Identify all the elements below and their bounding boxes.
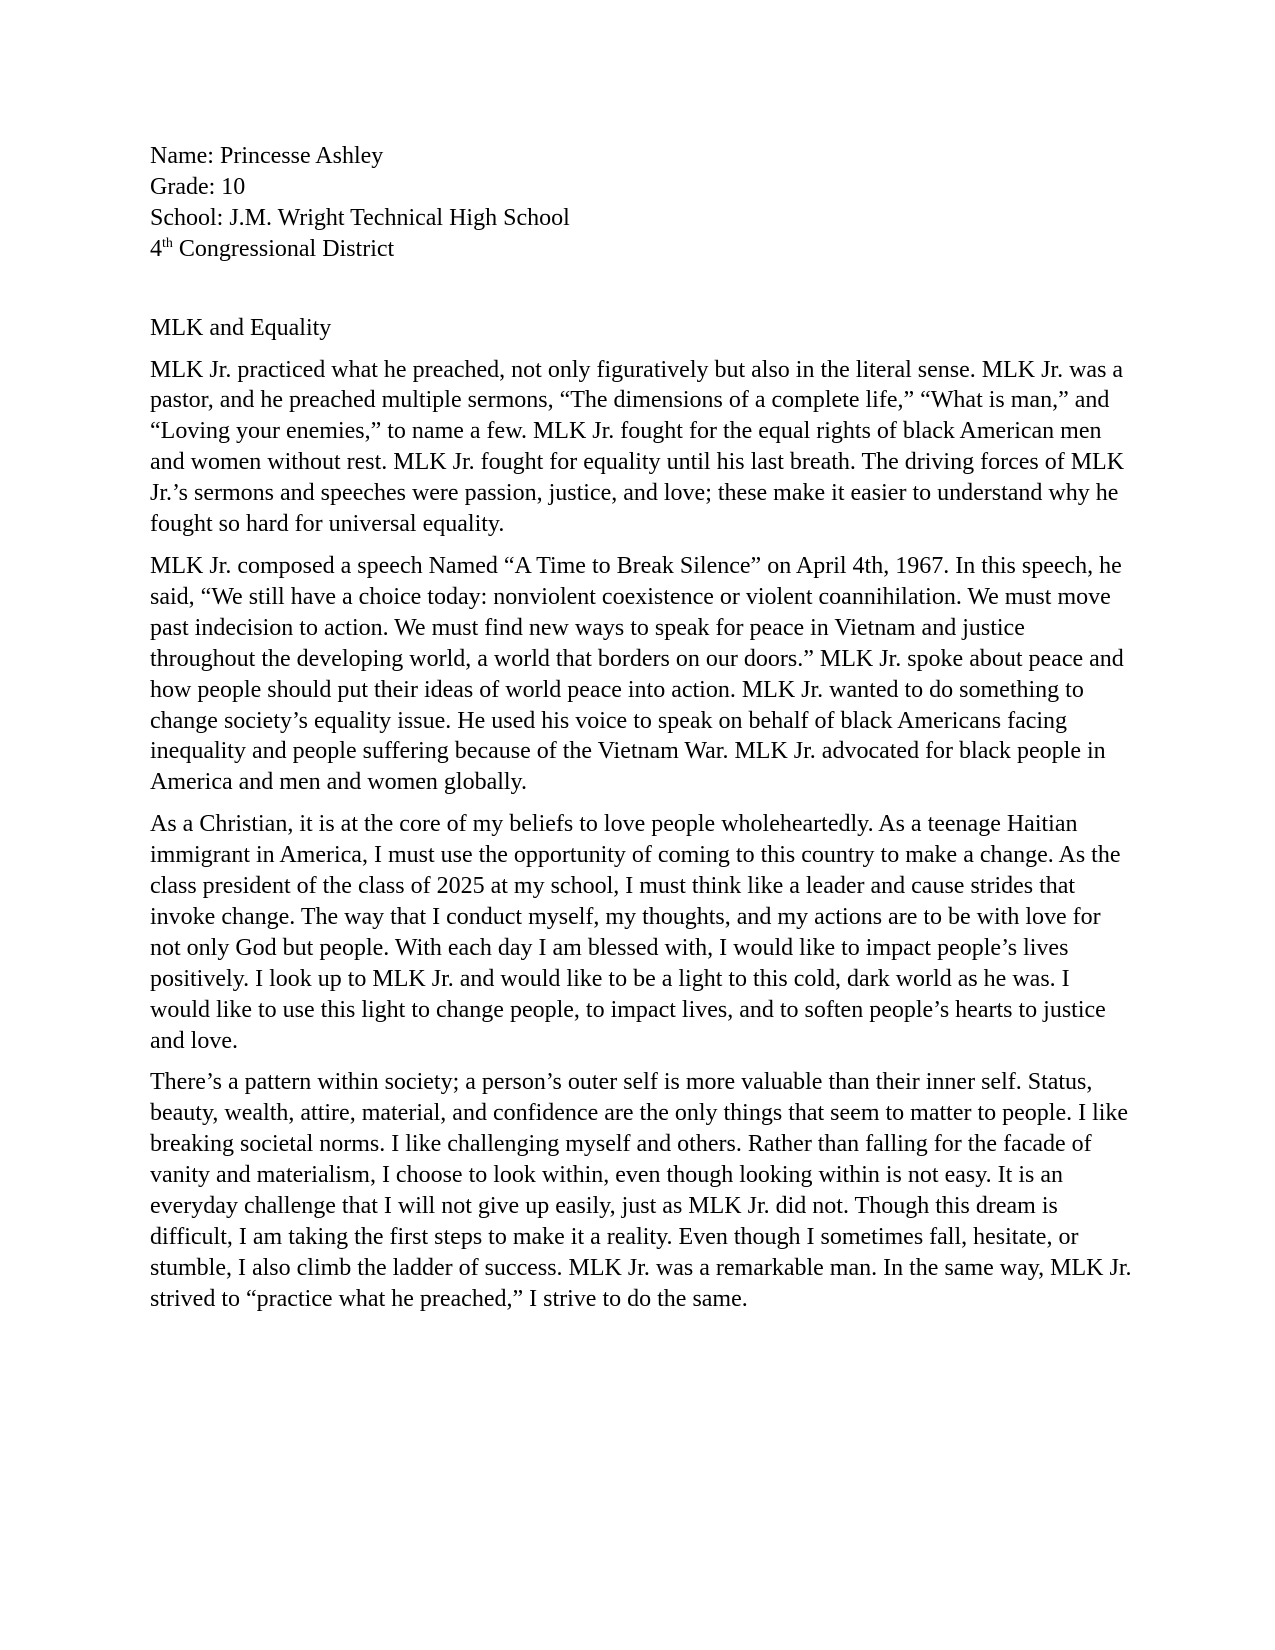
student-info	[150, 141, 1135, 265]
student-grade: Grade: 10	[150, 173, 246, 200]
essay-paragraph-4: There’s a pattern within society; a person’s outer self is more valuable than their inner self. Status, beauty, wealth, attire, material, and confidence are the only things that seem to matter to people. I like breaking societal norms. I like challenging myself and others. Rather than falling for the facade of vanity and materialism, I choose to look within, even though looking within is not easy. It is an everyday challenge that I will not give up easily, just as MLK Jr. did not. Though this dream is difficult, I am taking the first steps to make it a reality. Even though I sometimes fall, hesitate, or stumble, I also climb the ladder of success. MLK Jr. was a remarkable man. In the same way, MLK Jr. strived to “practice what he preached,” I strive to do the same.	[150, 1069, 1132, 1312]
congressional-district	[150, 234, 1135, 265]
district-number: 4	[150, 235, 162, 262]
essay-paragraph-3: As a Christian, it is at the core of my beliefs to love people wholeheartedly. As a teenage Haitian immigrant in America, I must use the opportunity of coming to this country to make a change. As the class president of the class of 2025 at my school, I must think like a leader and cause strides that invoke change. The way that I conduct myself, my thoughts, and my actions are to be with love for not only God but people. With each day I am blessed with, I would like to impact people’s lives positively. I look up to MLK Jr. and would like to be a light to this cold, dark world as he was. I would like to use this light to change people, to impact lives, and to soften people’s hearts to justice and love.	[150, 811, 1121, 1054]
district-ordinal-suffix: th	[162, 235, 173, 251]
district-label: Congressional District	[172, 235, 395, 262]
student-school: School: J.M. Wright Technical High School	[150, 204, 570, 231]
essay-title: MLK and Equality	[150, 314, 332, 341]
essay-paragraph-1: MLK Jr. practiced what he preached, not only figuratively but also in the literal sense. MLK Jr. was a pastor, and he preached multiple sermons, “The dimensions of a complete life,” “What is man,” and “Loving your enemies,” to name a few. MLK Jr. fought for the equal rights of black American men and women without rest. MLK Jr. fought for equality until his last breath. The driving forces of MLK Jr.’s sermons and speeches were passion, justice, and love; these make it easier to understand why he fought so hard for universal equality.	[150, 356, 1125, 538]
document-page	[150, 141, 1135, 1315]
essay-paragraph-2: MLK Jr. composed a speech Named “A Time to Break Silence” on April 4th, 1967. In this speech, he said, “We still have a choice today: nonviolent coexistence or violent coannihilation. We must move past indecision to action. We must find new ways to speak for peace in Vietnam and justice throughout the developing world, a world that borders on our doors.” MLK Jr. spoke about peace and how people should put their ideas of world peace into action. MLK Jr. wanted to do something to change society’s equality issue. He used his voice to speak on behalf of black Americans facing inequality and people suffering because of the Vietnam War. MLK Jr. advocated for black people in America and men and women globally.	[150, 552, 1124, 796]
student-name: Name: Princesse Ashley	[150, 143, 384, 169]
